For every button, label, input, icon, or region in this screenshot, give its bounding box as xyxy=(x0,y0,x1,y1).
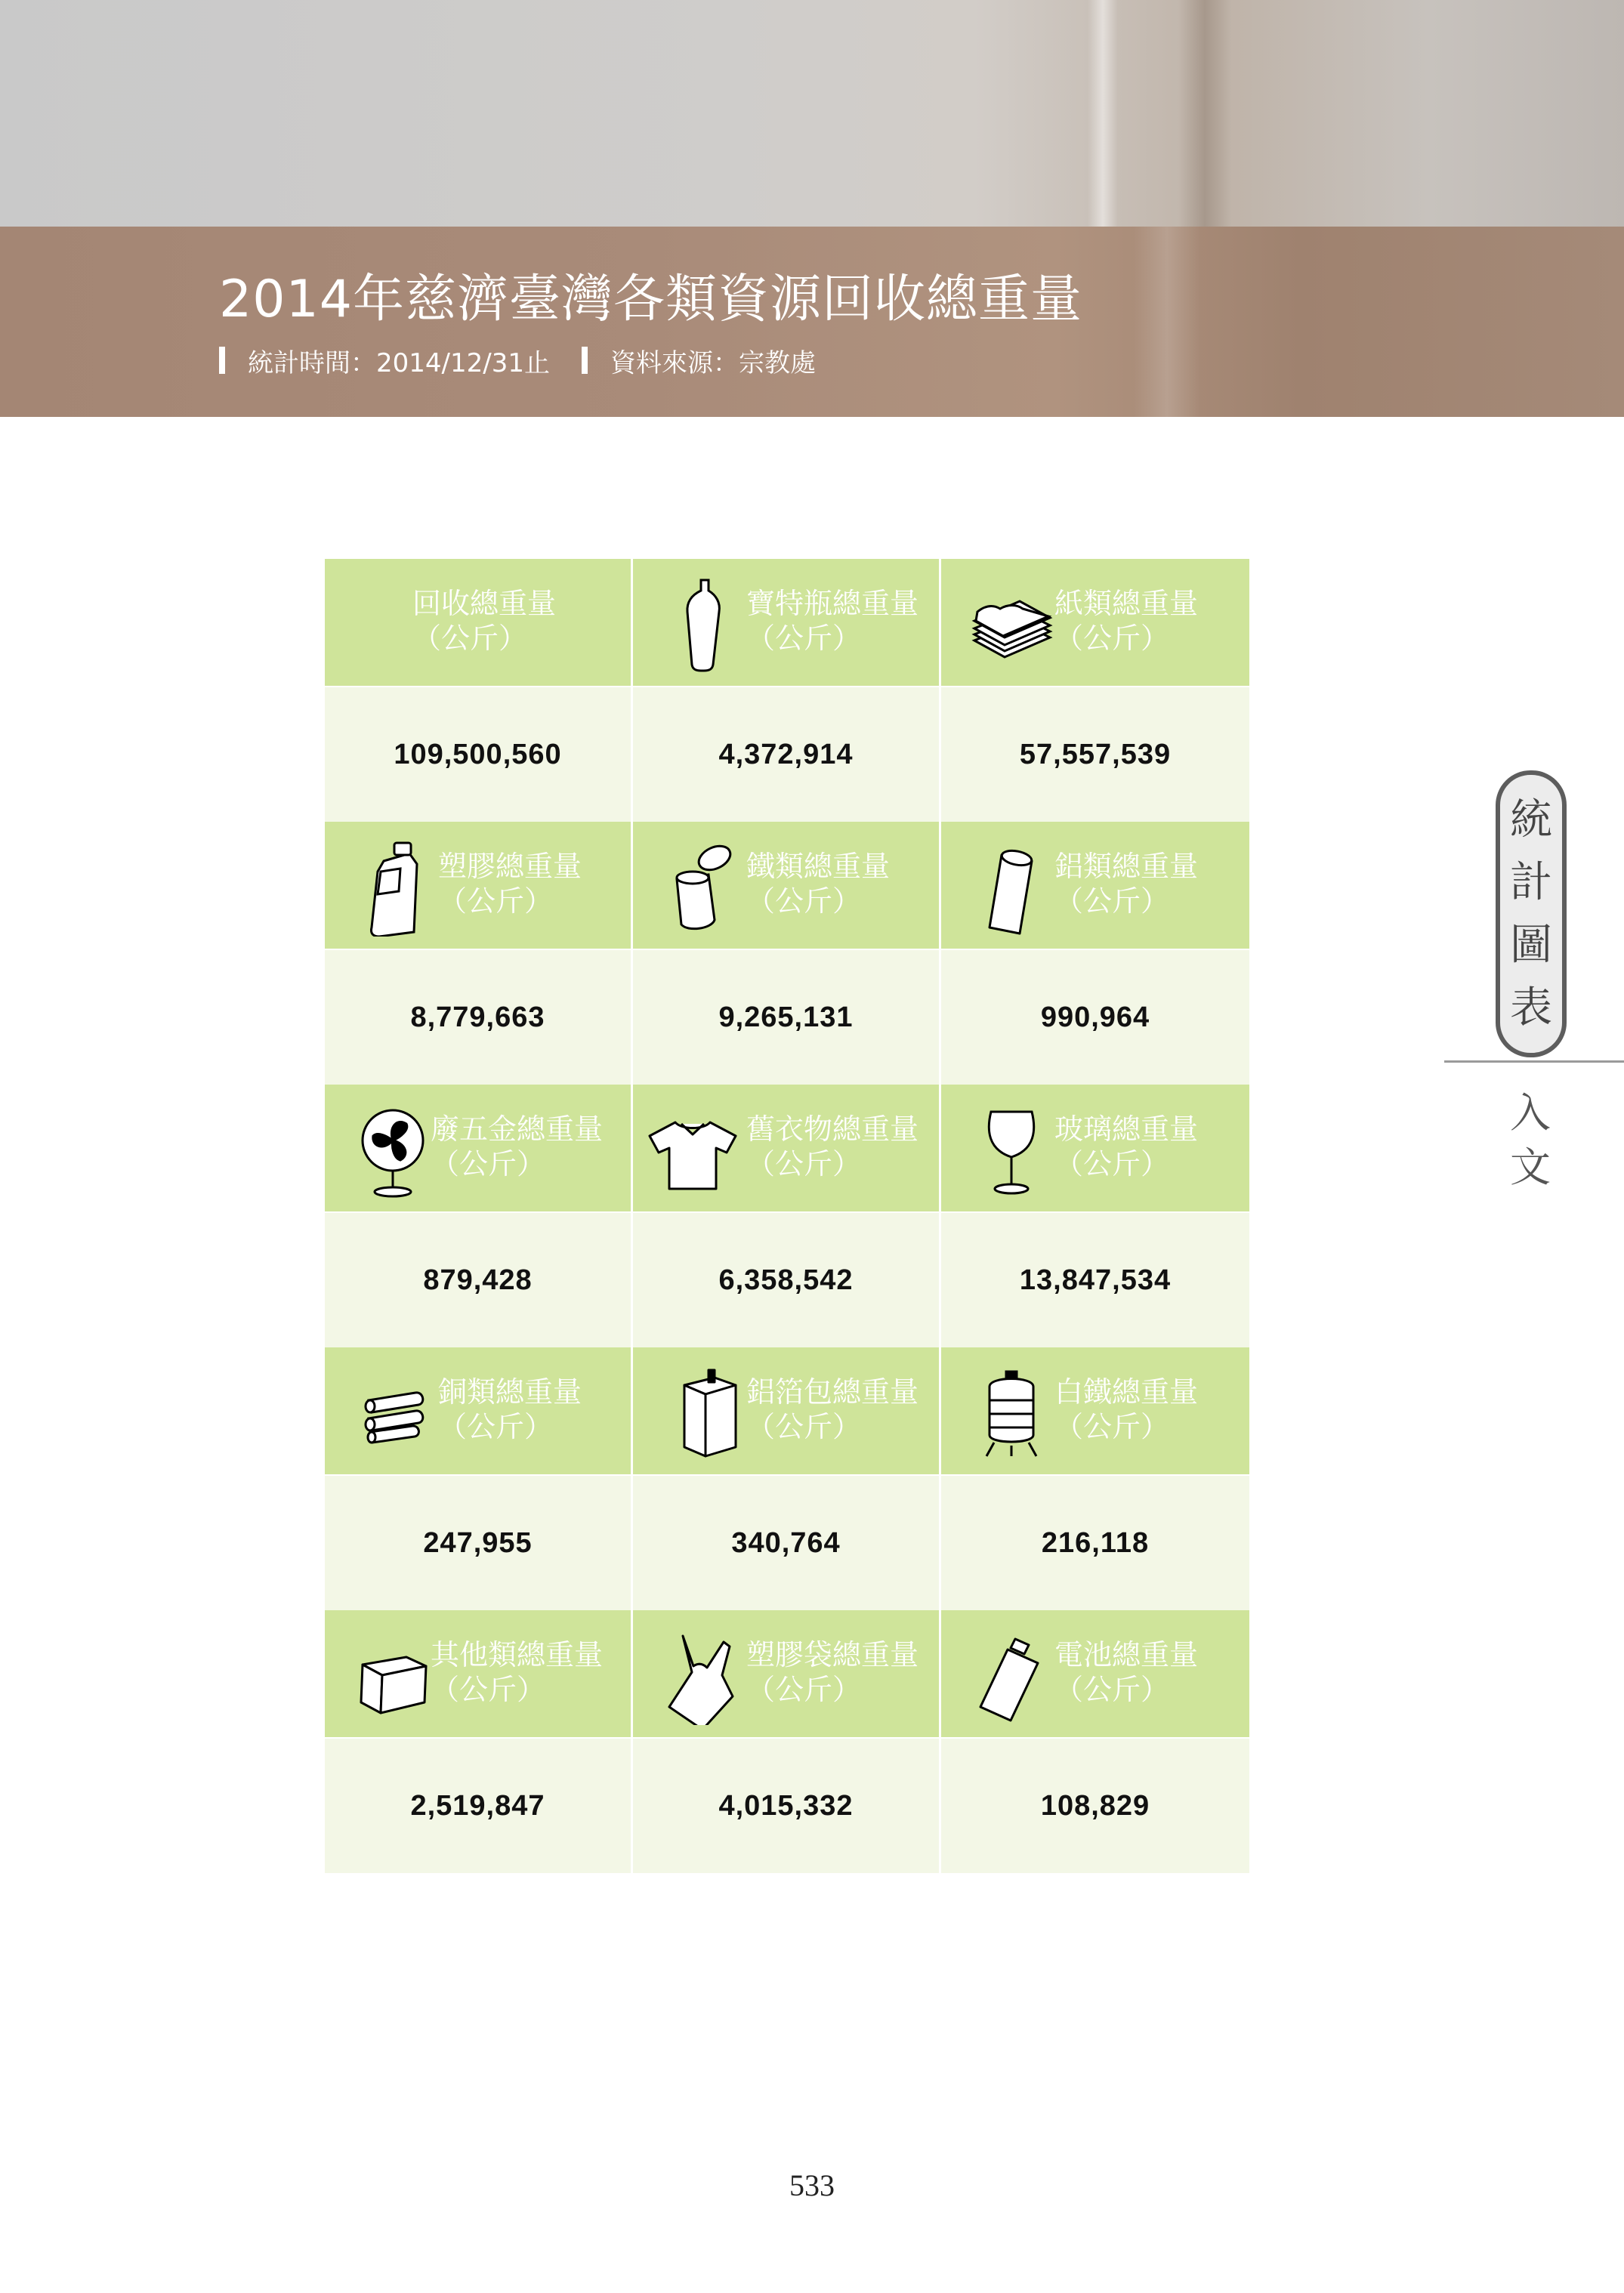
value-battery: 108,829 xyxy=(1040,1789,1150,1822)
label-text: 白鐵總重量 （公斤） xyxy=(1054,1375,1199,1443)
photo-highlight xyxy=(1088,0,1118,227)
value-cell xyxy=(941,1476,1249,1610)
label-text: 電池總重量 （公斤） xyxy=(1054,1638,1199,1706)
label-text: 其他類總重量 （公斤） xyxy=(431,1638,604,1706)
box-icon xyxy=(354,1627,437,1725)
value-clothes: 6,358,542 xyxy=(718,1264,854,1296)
value-cell xyxy=(941,1739,1249,1873)
value-cell xyxy=(325,687,633,822)
label-cell-paper xyxy=(941,559,1249,687)
data-source: 資料來源：宗教處 xyxy=(610,347,816,378)
label-cell-glass xyxy=(941,1085,1249,1213)
label-cell-carton xyxy=(633,1347,941,1476)
meta-bar-icon xyxy=(219,347,225,374)
drink-carton-icon xyxy=(662,1364,745,1462)
value-plastic: 8,779,663 xyxy=(410,1001,545,1033)
page-title: 2014年慈濟臺灣各類資源回收總重量 xyxy=(219,270,1083,329)
copper-pipes-icon xyxy=(354,1364,437,1462)
label-text: 塑膠袋總重量 （公斤） xyxy=(746,1638,919,1706)
sub-char: 文 xyxy=(1510,1143,1551,1191)
value-glass: 13,847,534 xyxy=(1019,1264,1172,1296)
label-cell-metal xyxy=(325,1085,633,1213)
value-steel: 216,118 xyxy=(1041,1526,1150,1559)
label-text: 回收總重量 （公斤） xyxy=(412,587,557,655)
label-text: 鋁類總重量 （公斤） xyxy=(1054,850,1199,918)
recycling-table xyxy=(325,559,1249,1873)
label-text: 寶特瓶總重量 （公斤） xyxy=(746,587,919,655)
meta-bar-icon xyxy=(582,347,588,374)
label-cell-other xyxy=(325,1610,633,1739)
label-cell-bag xyxy=(633,1610,941,1739)
value-other: 2,519,847 xyxy=(410,1789,545,1822)
band-highlight xyxy=(1133,227,1201,417)
tshirt-icon xyxy=(644,1101,742,1199)
pet-bottle-icon xyxy=(662,576,745,674)
stat-time: 統計時間：2014/12/31止 xyxy=(248,347,550,378)
value-cell xyxy=(941,950,1249,1085)
label-cell-battery xyxy=(941,1610,1249,1739)
value-cell xyxy=(941,1213,1249,1347)
label-cell-clothes xyxy=(633,1085,941,1213)
iron-can-icon xyxy=(662,838,745,937)
value-cell xyxy=(941,687,1249,822)
value-cell xyxy=(633,687,941,822)
plastic-jug-icon xyxy=(354,838,437,937)
label-cell-steel xyxy=(941,1347,1249,1476)
seal-char: 統 xyxy=(1510,795,1552,844)
paper-stack-icon xyxy=(970,576,1053,674)
value-cell xyxy=(325,1476,633,1610)
sub-char: 入 xyxy=(1510,1089,1551,1137)
value-cell xyxy=(633,950,941,1085)
label-text: 舊衣物總重量 （公斤） xyxy=(746,1113,919,1180)
label-text: 玻璃總重量 （公斤） xyxy=(1054,1113,1199,1180)
aluminum-can-icon xyxy=(970,838,1053,937)
seal-char: 計 xyxy=(1510,857,1552,907)
value-bag: 4,015,332 xyxy=(718,1789,854,1822)
value-cell xyxy=(633,1476,941,1610)
value-cell xyxy=(633,1213,941,1347)
label-text: 廢五金總重量 （公斤） xyxy=(431,1113,604,1180)
label-text: 紙類總重量 （公斤） xyxy=(1054,587,1199,655)
value-carton: 340,764 xyxy=(731,1526,841,1559)
seal-char: 圖 xyxy=(1510,920,1552,970)
value-total: 109,500,560 xyxy=(394,738,562,770)
label-cell-copper xyxy=(325,1347,633,1476)
label-text: 鋁箔包總重量 （公斤） xyxy=(746,1375,919,1443)
value-paper: 57,557,539 xyxy=(1019,738,1172,770)
photo-shadow xyxy=(1178,0,1231,227)
label-cell-iron xyxy=(633,822,941,950)
page-number: 533 xyxy=(789,2168,835,2202)
label-cell-total xyxy=(325,559,633,687)
value-cell xyxy=(325,1213,633,1347)
label-text: 鐵類總重量 （公斤） xyxy=(746,850,891,918)
steel-tank-icon xyxy=(970,1364,1053,1462)
label-cell-aluminum xyxy=(941,822,1249,950)
label-cell-plastic xyxy=(325,822,633,950)
label-cell-pet xyxy=(633,559,941,687)
value-cell xyxy=(325,1739,633,1873)
seal-char: 表 xyxy=(1510,983,1552,1032)
value-cell xyxy=(633,1739,941,1873)
value-cell xyxy=(325,950,633,1085)
label-text: 銅類總重量 （公斤） xyxy=(438,1375,582,1443)
value-iron: 9,265,131 xyxy=(718,1001,854,1033)
side-divider xyxy=(1444,1060,1624,1063)
fan-icon xyxy=(354,1101,437,1199)
header-meta xyxy=(219,344,816,377)
value-aluminum: 990,964 xyxy=(1040,1001,1150,1033)
value-copper: 247,955 xyxy=(423,1526,533,1559)
wine-glass-icon xyxy=(970,1101,1053,1199)
value-metal: 879,428 xyxy=(423,1264,533,1296)
plastic-bag-icon xyxy=(662,1627,745,1725)
section-seal xyxy=(1496,770,1567,1057)
header-photo xyxy=(0,0,1624,227)
label-text: 塑膠總重量 （公斤） xyxy=(438,850,582,918)
section-subtitle xyxy=(1508,1086,1553,1195)
battery-icon xyxy=(970,1627,1053,1725)
value-pet: 4,372,914 xyxy=(718,738,854,770)
